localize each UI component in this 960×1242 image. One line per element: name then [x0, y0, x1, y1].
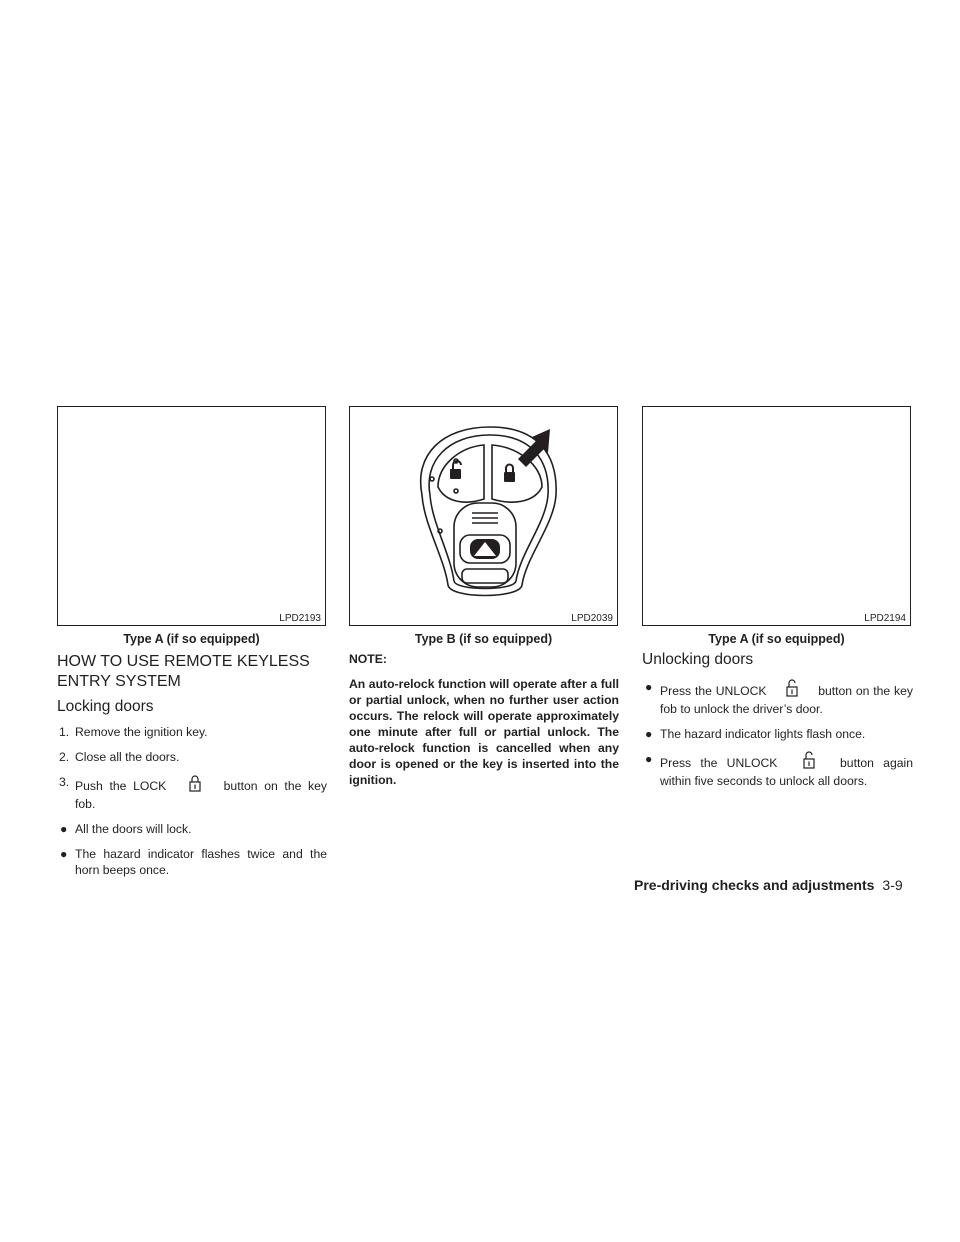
- note-heading: NOTE:: [349, 652, 387, 666]
- locking-list: [57, 724, 327, 887]
- list-item: 2. Close all the doors.: [59, 750, 180, 764]
- lock-icon: [173, 774, 217, 796]
- list-item: ● The hazard indicator flashes twice and the horn beeps once.: [60, 847, 327, 877]
- unlocking-list: [642, 679, 913, 798]
- list-item: 1. Remove the ignition key.: [59, 725, 208, 739]
- section-title: HOW TO USE REMOTE KEYLESS ENTRY SYSTEM: [57, 653, 310, 690]
- figure-caption: Type B (if so equipped): [414, 632, 553, 646]
- page-number: 3-9: [882, 877, 903, 893]
- list-item: 3. Push the LOCK button on the key fob.: [59, 775, 328, 811]
- note-body: An auto-relock function will operate after a full or partial unlock, when no further user action occurs. The relock will operate approximately one minute after full or partial unlock. The auto-relock function is cancelled when any door is opened or the key is inserted into the ignition.: [349, 677, 619, 787]
- unlock-icon: [787, 751, 831, 773]
- unlocking-heading: Unlocking doors: [642, 651, 754, 668]
- figure-type-a-lock: [57, 406, 326, 626]
- unlock-icon: [770, 679, 814, 701]
- list-item: ● The hazard indicator lights flash once.: [645, 727, 866, 741]
- figure-code: LPD2194: [864, 613, 906, 624]
- arrow-icon: [518, 429, 550, 467]
- footer-section-title: Pre-driving checks and adjustments: [634, 877, 875, 893]
- page-footer: [634, 877, 903, 893]
- list-item: ● Press the UNLOCK button on the key fob to unlock the driver’s door.: [645, 680, 913, 716]
- figure-code: LPD2039: [571, 613, 613, 624]
- list-item: ● All the doors will lock.: [60, 822, 192, 836]
- figure-caption: Type A (if so equipped): [123, 632, 260, 646]
- hazard-icon: [470, 539, 500, 559]
- figure-type-a-unlock: [642, 406, 911, 626]
- figure-caption: Type A (if so equipped): [708, 632, 845, 646]
- lock-icon: [504, 465, 515, 483]
- figure-type-b-key-fob: [349, 406, 618, 626]
- list-item: ● Press the UNLOCK button again within five seconds to unlock all doors.: [645, 752, 913, 788]
- key-fob-illustration: [350, 407, 617, 625]
- figure-code: LPD2193: [279, 613, 321, 624]
- locking-heading: Locking doors: [57, 698, 154, 715]
